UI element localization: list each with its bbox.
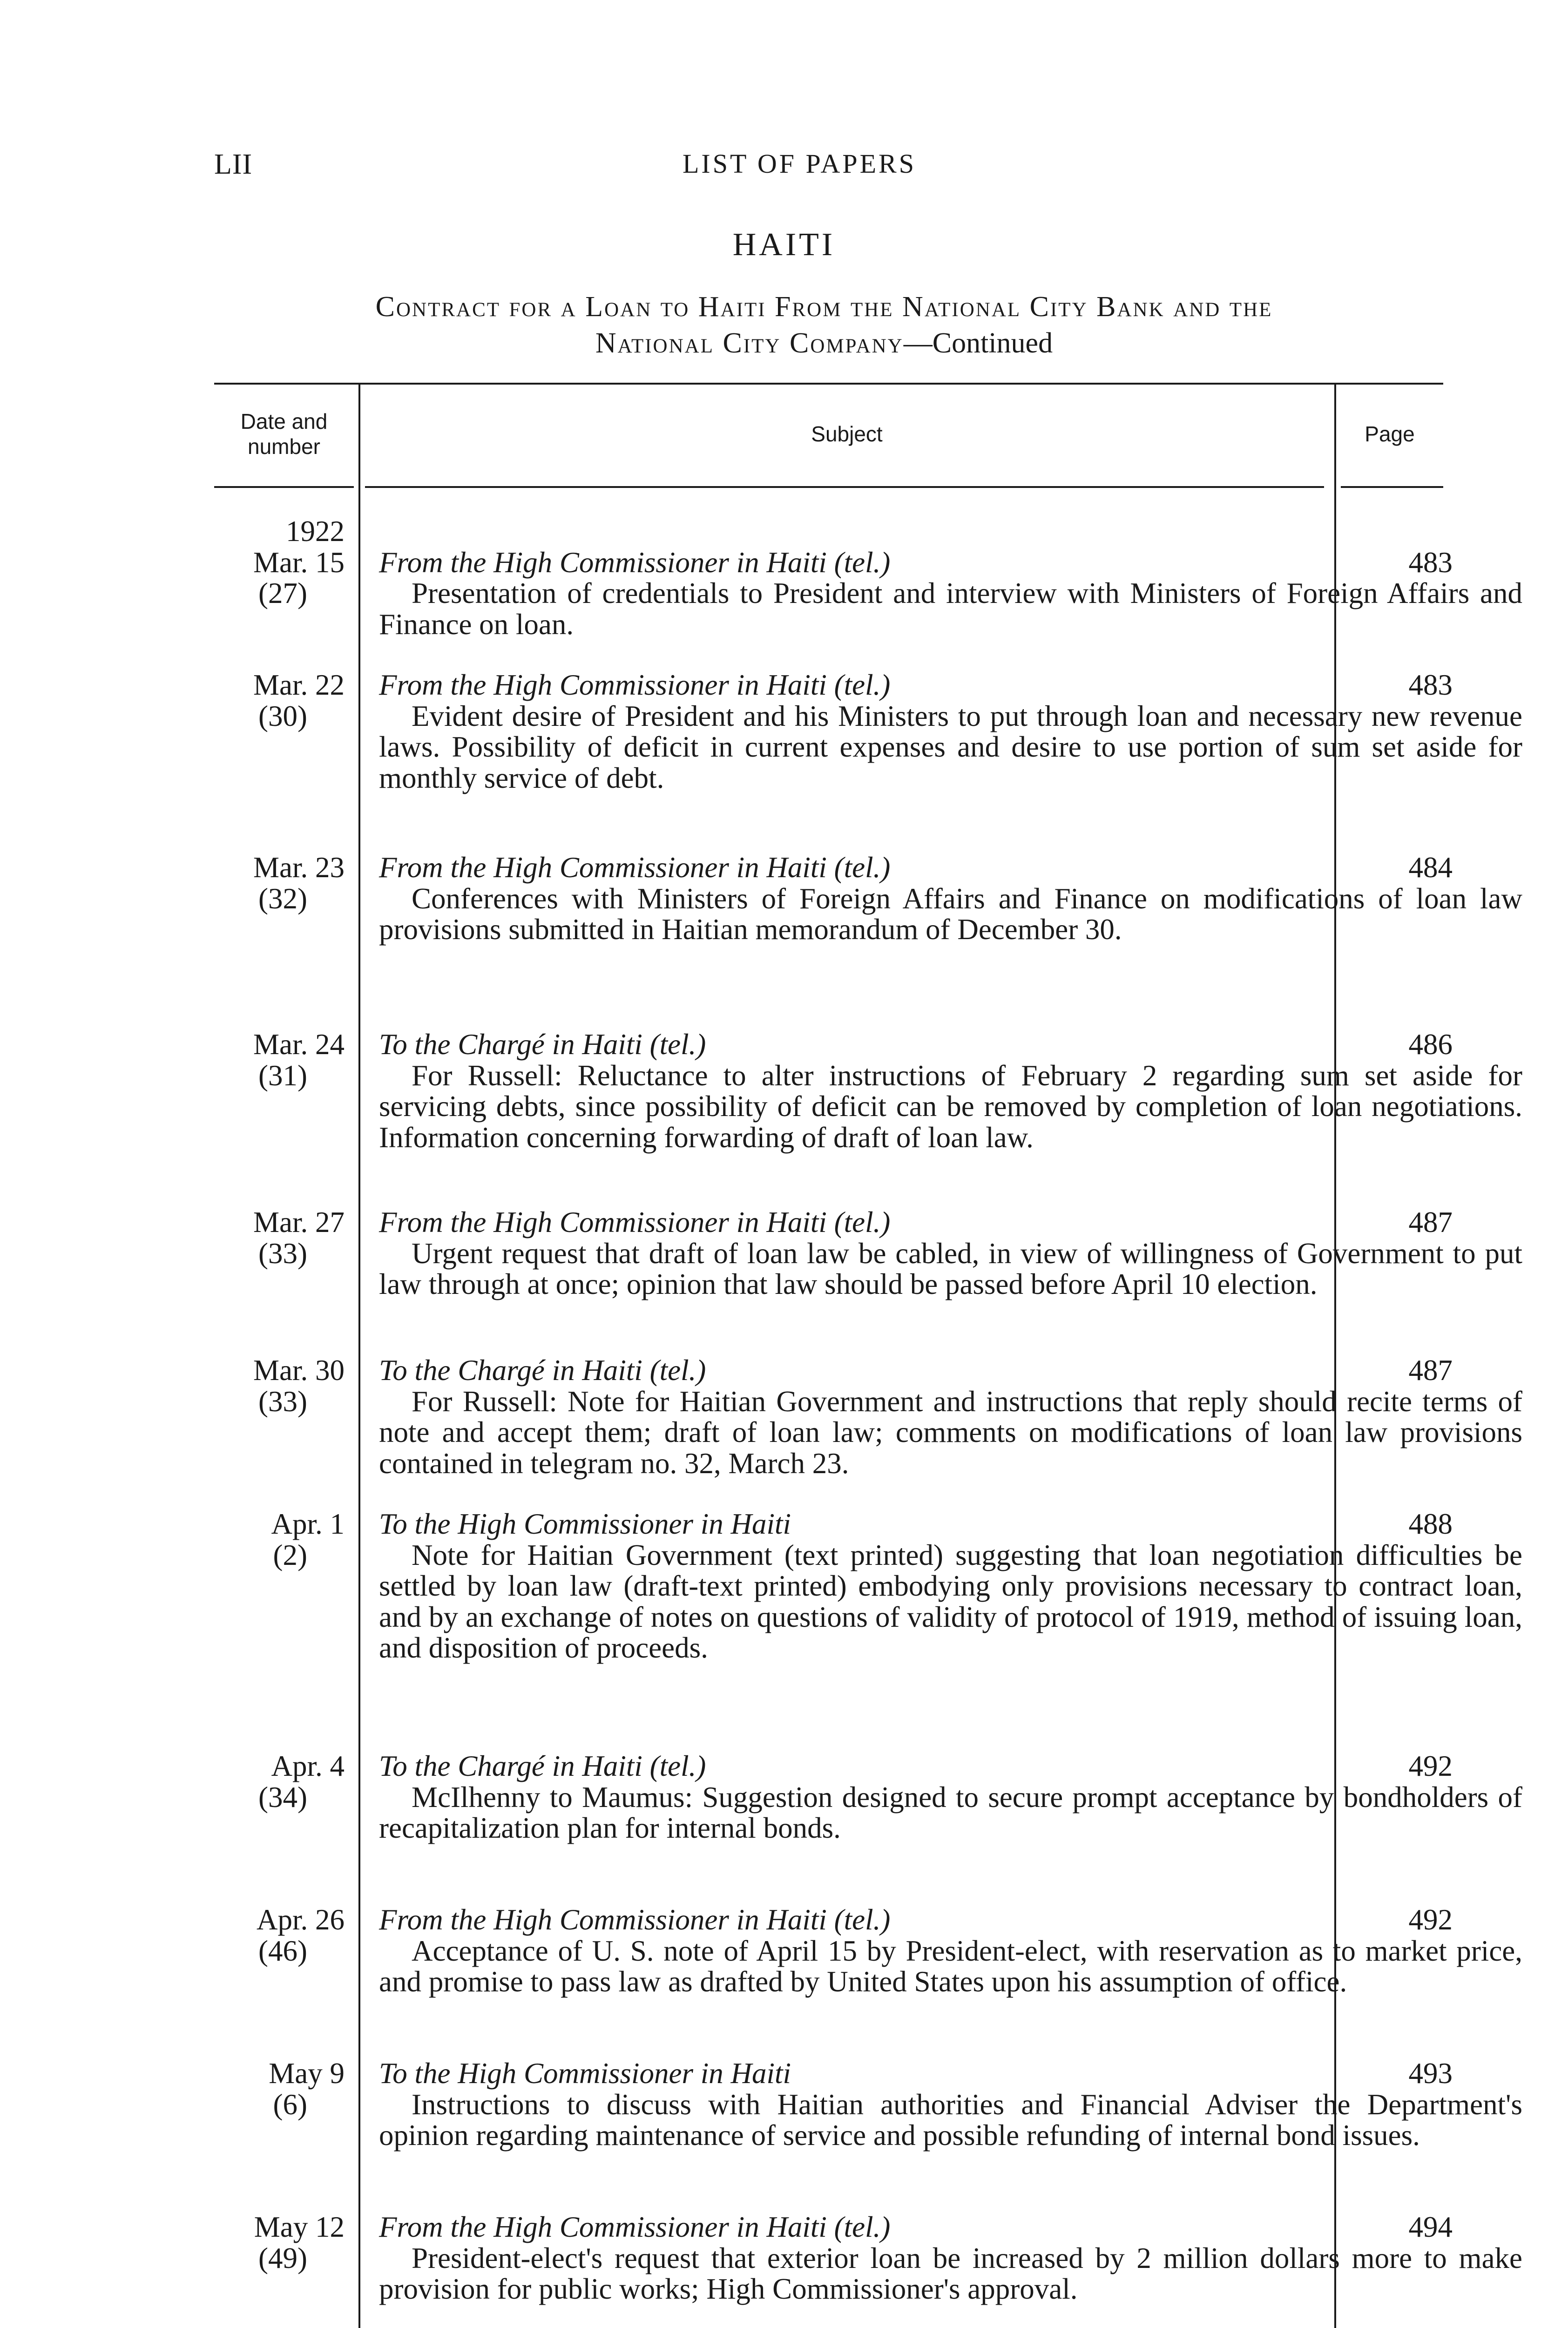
page-number: LII	[214, 149, 253, 180]
entry-subject	[379, 1207, 1522, 1300]
entry-date	[205, 670, 345, 731]
entry-page: 492	[1408, 1903, 1453, 1936]
entry-date-text: Mar. 15	[253, 546, 345, 579]
entry-description: Evident desire of President and his Ministers to put through loan and necessary new revenue laws. Possibility of deficit in current expenses and desire to use portion of sum set aside for monthly service of debt.	[379, 699, 1522, 794]
entry-source: From the High Commissioner in Haiti (tel.)	[379, 2211, 891, 2243]
entry-source: To the High Commissioner in Haiti	[379, 2057, 791, 2090]
entry-subject	[379, 852, 1522, 945]
entry-date-text: Apr. 1	[271, 1508, 345, 1540]
entry-date-text: Mar. 27	[253, 1206, 345, 1238]
entry-description: For Russell: Note for Haitian Government and instructions that reply should recite terms of note and accept them; draft of loan law; comments on modifications of loan law provisions contained in telegram no. 32, March 23.	[379, 1385, 1522, 1480]
header-rule-page	[1341, 486, 1443, 488]
entry-source: From the High Commissioner in Haiti (tel.)	[379, 1206, 891, 1238]
entry-page: 483	[1408, 546, 1453, 579]
entry-number: (34)	[258, 1780, 307, 1814]
entry-year: 1922	[286, 515, 345, 548]
entry-date	[205, 2212, 345, 2274]
entry-source: To the Chargé in Haiti (tel.)	[379, 1750, 706, 1782]
entry-source: To the High Commissioner in Haiti	[379, 1508, 791, 1540]
column-header-page: Page	[1365, 422, 1415, 446]
entry-description: Conferences with Ministers of Foreign Affairs and Finance on modifications of loan law provisions submitted in Haitian memorandum of December 30.	[379, 882, 1522, 946]
entry-date	[205, 1509, 345, 1570]
entry-number: (2)	[273, 1538, 307, 1571]
entry-date	[205, 1355, 345, 1417]
entry-number: (33)	[258, 1237, 307, 1270]
entry-date	[205, 2058, 345, 2120]
entry-number: (33)	[258, 1385, 307, 1418]
entry-page: 486	[1408, 1028, 1453, 1061]
entry-source: From the High Commissioner in Haiti (tel.)	[379, 851, 891, 884]
entry-subject	[379, 1751, 1522, 1844]
entry-number: (49)	[258, 2241, 307, 2274]
entry-page: 493	[1408, 2057, 1453, 2090]
entry-page: 492	[1408, 1750, 1453, 1782]
entry-page: 487	[1408, 1354, 1453, 1387]
entry-number: (32)	[258, 882, 307, 915]
header-rule-date	[214, 486, 354, 488]
entry-number: (30)	[258, 699, 307, 732]
entry-description: McIlhenny to Maumus: Suggestion designed to secure prompt acceptance by bondholders of recapitalization plan for internal bonds.	[379, 1780, 1522, 1844]
entry-subject	[379, 670, 1522, 793]
entry-date	[205, 1029, 345, 1091]
entry-date-text: Apr. 4	[271, 1750, 345, 1782]
entry-date-text: Mar. 24	[253, 1028, 345, 1061]
entry-description: For Russell: Reluctance to alter instructions of February 2 regarding sum set aside for servicing debts, since possibility of deficit can be removed by completion of loan negotiations. Information concerning forwarding of draft of loan law.	[379, 1059, 1522, 1154]
entry-page: 494	[1408, 2211, 1453, 2243]
column-header-subject: Subject	[811, 422, 883, 446]
entry-description: Presentation of credentials to President and interview with Ministers of Foreign Affairs and Finance on loan.	[379, 577, 1522, 641]
table-top-rule	[214, 383, 1443, 385]
entry-date-text: Apr. 26	[257, 1903, 345, 1936]
entry-source: From the High Commissioner in Haiti (tel.)	[379, 1903, 891, 1936]
entry-date-text: May 12	[254, 2211, 345, 2243]
column-header-date: Date and number	[240, 409, 328, 459]
entry-number: (46)	[258, 1934, 307, 1967]
entry-date-text: Mar. 30	[253, 1354, 345, 1387]
entry-page: 483	[1408, 669, 1453, 701]
entry-date-text: Mar. 22	[253, 669, 345, 701]
entry-date	[205, 1904, 345, 1966]
entry-page: 487	[1408, 1206, 1453, 1238]
entry-date-text: Mar. 23	[253, 851, 345, 884]
entry-subject	[379, 1029, 1522, 1153]
entry-date	[205, 516, 345, 609]
entry-description: President-elect's request that exterior loan be increased by 2 million dollars more to make provision for public works; High Commissioner's approval.	[379, 2241, 1522, 2305]
entry-number: (27)	[258, 577, 307, 609]
entry-subject	[379, 1355, 1522, 1479]
entry-subject	[379, 547, 1522, 640]
entry-source: From the High Commissioner in Haiti (tel.)	[379, 546, 891, 579]
entry-subject	[379, 1509, 1522, 1664]
header-rule-subject	[365, 486, 1324, 488]
entry-page: 488	[1408, 1508, 1453, 1540]
entry-subject	[379, 1904, 1522, 1997]
entry-number: (6)	[273, 2088, 307, 2121]
entry-description: Note for Haitian Government (text printed) suggesting that loan negotiation difficulties be settled by loan law (draft-text printed) embodying only provisions necessary to contract loan, and by an exchange of notes on questions of validity of protocol of 1919, method of issuing loan, and disposition of proceeds.	[379, 1538, 1522, 1664]
entry-date	[205, 1751, 345, 1813]
entry-date	[205, 1207, 345, 1269]
entry-source: To the Chargé in Haiti (tel.)	[379, 1354, 706, 1387]
running-head: LIST OF PAPERS	[683, 149, 916, 179]
entry-subject	[379, 2212, 1522, 2305]
section-subtitle	[214, 289, 1434, 361]
subtitle-line-1: Contract for a Loan to Haiti From the National City Bank and the	[375, 291, 1273, 323]
entry-source: To the Chargé in Haiti (tel.)	[379, 1028, 706, 1061]
entry-description: Instructions to discuss with Haitian authorities and Financial Adviser the Department's opinion regarding maintenance of service and possible refunding of internal bond issues.	[379, 2088, 1522, 2152]
entry-date	[205, 852, 345, 914]
entry-subject	[379, 2058, 1522, 2151]
entry-description: Urgent request that draft of loan law be cabled, in view of willingness of Government to put law through at once; opinion that law should be passed before April 10 election.	[379, 1237, 1522, 1300]
entry-source: From the High Commissioner in Haiti (tel.)	[379, 669, 891, 701]
entry-date-text: May 9	[269, 2057, 345, 2090]
column-divider-left	[358, 383, 360, 2328]
entry-number: (31)	[258, 1059, 307, 1092]
entry-description: Acceptance of U. S. note of April 15 by President-elect, with reservation as to market price, and promise to pass law as drafted by United States upon his assumption of office.	[379, 1934, 1522, 1998]
subtitle-line-2: National City Company—Continued	[595, 327, 1053, 359]
entry-page: 484	[1408, 851, 1453, 884]
section-title: HAITI	[732, 227, 836, 263]
